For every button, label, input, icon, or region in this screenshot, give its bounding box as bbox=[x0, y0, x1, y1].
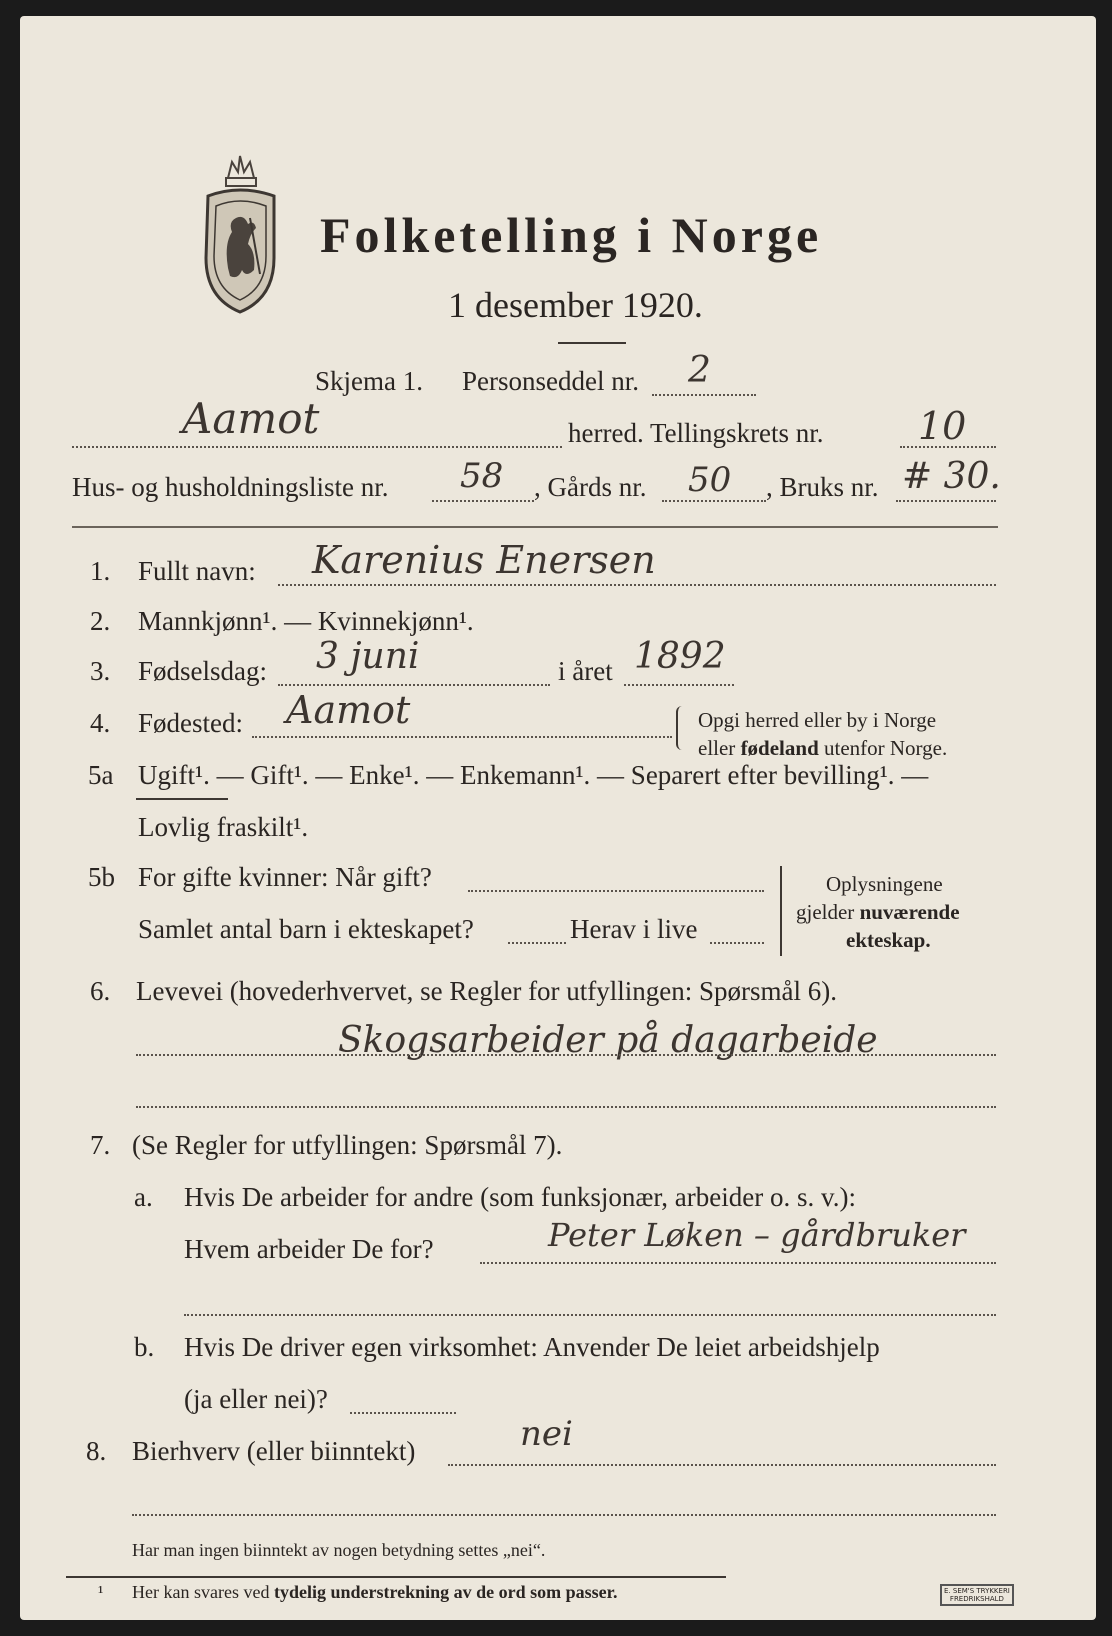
q7b-letter: b. bbox=[134, 1332, 155, 1362]
q8-number: 8. bbox=[86, 1436, 107, 1466]
income-note: Har man ingen biinntekt av nogen betydning settes „nei“. bbox=[132, 1540, 546, 1560]
q6-label: Levevei (hovederhvervet, se Regler for utfyllingen: Spørsmål 6). bbox=[136, 976, 838, 1006]
herred-label: herred. Tellingskrets nr. bbox=[568, 418, 824, 448]
employer-label: Hvem arbeider De for? bbox=[184, 1234, 434, 1264]
census-form-page: Folketelling i Norge 1 desember 1920. Skjema 1. Personseddel nr. 2 Aamot herred. Tellingskrets nr. 10 Hus- og husholdningsliste nr. 58 , Gårds nr. 50 , Bruks nr. # 30. 1. Fullt navn: Karenius Enersen 2. Mannkjønn¹. — Kvinnekjønn¹. 3. Fødselsdag: 3 juni i året 1892 4. Fødested: Aamot Opgi herred eller by i Norge eller fødeland utenfor Norge. 5a Ugift¹. — Gift¹. — Enke¹. — Enkemann¹. — Separert efter bevilling¹. — Lovlig fraskilt¹. 5b For gifte kvinner: Når gift? Samlet antal barn i ekteskapet? Herav i live Oplysningene gjelder nuværende ekteskap. 6. Levevei (hovederhvervet, se Regler for utfyllingen: Spørsmål 6). Skogsarbeider på dagarbeide 7. (Se Regler for utfyllingen: Spørsmål 7). a. Hvis De arbeider for andre (som funksjonær, arbeider o. s. v.): Hvem arbeider De for? Peter Løken – gårdbruker b. Hvis De driver egen virksomhet: Anvender De leiet arbeidshjelp (ja eller nei)? 8. Bierhverv (eller biinntekt) nei Har man ingen biinntekt av nogen betydning settes „nei“. ¹ Her kan svares ved tydelig understrekning av de ord som passer. E. SEM'S TRYKKERI FREDRIKSHALD bbox=[20, 16, 1096, 1620]
marital-status-option-fraskilt[interactable]: Lovlig fraskilt¹. bbox=[138, 812, 309, 842]
note-brace bbox=[780, 866, 792, 956]
q4-number: 4. bbox=[90, 708, 111, 738]
personseddel-label: Personseddel nr. bbox=[462, 366, 639, 396]
children-count-field[interactable] bbox=[508, 942, 566, 944]
personseddel-value[interactable]: 2 bbox=[688, 350, 711, 391]
q7-number: 7. bbox=[90, 1130, 111, 1160]
employer-value[interactable]: Peter Løken – gårdbruker bbox=[548, 1216, 966, 1254]
census-date: 1 desember 1920. bbox=[448, 285, 703, 325]
gards-value[interactable]: 50 bbox=[688, 460, 732, 500]
hus-label: Hus- og husholdningsliste nr. bbox=[72, 472, 389, 502]
bruks-value[interactable]: # 30. bbox=[902, 456, 1001, 497]
norway-coat-of-arms-icon bbox=[198, 148, 282, 318]
q7a-letter: a. bbox=[134, 1182, 153, 1212]
q7-label: (Se Regler for utfyllingen: Spørsmål 7). bbox=[132, 1130, 563, 1160]
herred-value[interactable]: Aamot bbox=[182, 394, 320, 443]
note-brace bbox=[676, 706, 686, 750]
hus-value[interactable]: 58 bbox=[460, 456, 504, 496]
hired-help-label: (ja eller nei)? bbox=[184, 1384, 328, 1414]
birthday-value[interactable]: 3 juni bbox=[316, 636, 420, 677]
q3-number: 3. bbox=[90, 656, 111, 686]
children-count-label: Samlet antal barn i ekteskapet? bbox=[138, 914, 474, 944]
title-divider bbox=[558, 342, 626, 344]
q1-label: Fullt navn: bbox=[138, 556, 256, 586]
q8-label: Bierhverv (eller biinntekt) bbox=[132, 1436, 416, 1466]
footnote-number: ¹ bbox=[98, 1582, 104, 1602]
when-married-field[interactable] bbox=[468, 890, 764, 892]
full-name-value[interactable]: Karenius Enersen bbox=[312, 538, 656, 582]
tellingskrets-value[interactable]: 10 bbox=[918, 404, 967, 448]
q4-note-line1: Opgi herred eller by i Norge bbox=[698, 708, 937, 732]
living-children-field[interactable] bbox=[710, 942, 764, 944]
section-divider bbox=[72, 526, 998, 528]
hired-help-field[interactable] bbox=[350, 1412, 456, 1414]
marital-status-options[interactable]: Ugift¹. — Gift¹. — Enke¹. — Enkemann¹. — Separert efter bevilling¹. — bbox=[138, 760, 929, 790]
q6-number: 6. bbox=[90, 976, 111, 1006]
q4-label: Fødested: bbox=[138, 708, 243, 738]
gender-options[interactable]: Mannkjønn¹. — Kvinnekjønn¹. bbox=[138, 606, 474, 636]
schema-label: Skjema 1. bbox=[315, 366, 423, 396]
form-title: Folketelling i Norge bbox=[320, 207, 823, 263]
q1-number: 1. bbox=[90, 556, 111, 586]
q5a-number: 5a bbox=[88, 760, 114, 790]
birth-year-value[interactable]: 1892 bbox=[634, 636, 726, 677]
q3-label: Fødselsdag: bbox=[138, 656, 268, 686]
q5b-note-line1: Oplysningene bbox=[826, 872, 943, 896]
occupation-value[interactable]: Skogsarbeider på dagarbeide bbox=[338, 1020, 878, 1061]
living-children-label: Herav i live bbox=[570, 914, 698, 944]
q5b-number: 5b bbox=[88, 862, 115, 892]
gards-label: , Gårds nr. bbox=[534, 472, 647, 502]
birthplace-value[interactable]: Aamot bbox=[286, 688, 411, 732]
footnote-divider bbox=[66, 1576, 726, 1578]
when-married-label: For gifte kvinner: Når gift? bbox=[138, 862, 432, 892]
q5b-note-line3: ekteskap. bbox=[846, 928, 931, 952]
printer-stamp: E. SEM'S TRYKKERI FREDRIKSHALD bbox=[940, 1584, 1014, 1606]
side-income-value[interactable]: nei bbox=[520, 1414, 573, 1454]
ugift-underline-mark bbox=[136, 798, 228, 800]
q2-number: 2. bbox=[90, 606, 111, 636]
q7a-text: Hvis De arbeider for andre (som funksjonær, arbeider o. s. v.): bbox=[184, 1182, 856, 1212]
q7b-text: Hvis De driver egen virksomhet: Anvender De leiet arbeidshjelp bbox=[184, 1332, 880, 1362]
bruks-label: , Bruks nr. bbox=[766, 472, 879, 502]
year-label: i året bbox=[558, 656, 613, 686]
